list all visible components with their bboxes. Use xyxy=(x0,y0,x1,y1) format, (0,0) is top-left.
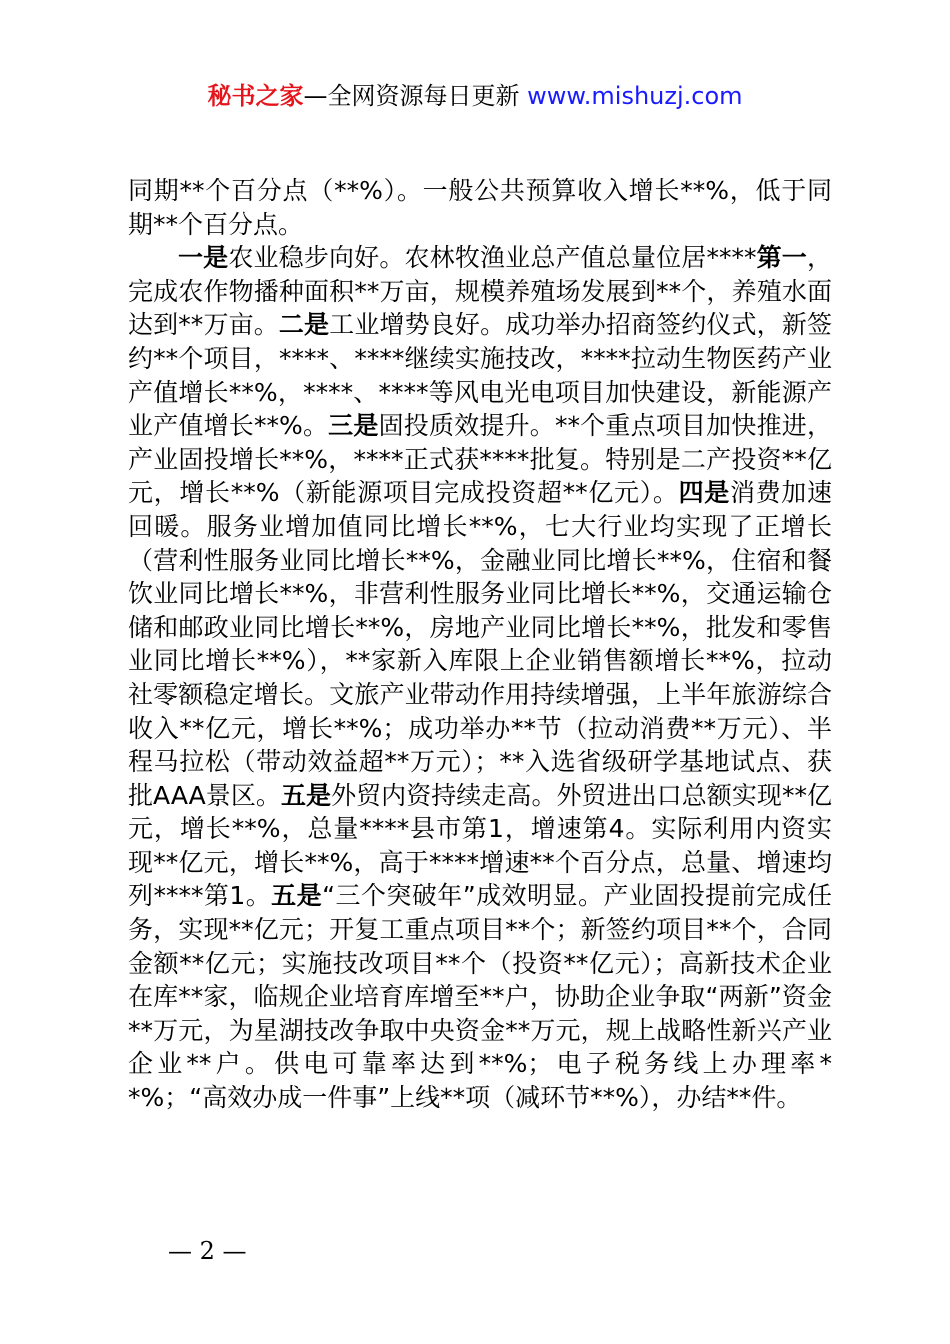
point-6-text: “三个突破年”成效明显。产业固投提前完成任务，实现**亿元；开复工重点项目**个；新签约项目**个，合同金额**亿元；实施技改项目**个（投资**亿元）；高新技术企业在库**家，临规企业培育库增至**户，协助企业争取“两新”资金**万元，为星湖技改争取中央资金**万元，规上战略性新兴产业企业**户。供电可靠率达到**%；电子税务线上办理率**%；“高效办成一件事”上线**项（减环节**%），办结**件。 xyxy=(128,881,832,1113)
document-body xyxy=(128,174,832,1115)
point-1-text: 农业稳步向好。农林牧渔业总产值总量位居**** xyxy=(228,243,757,273)
site-tagline: —全网资源每日更新 xyxy=(303,82,528,110)
point-4-text: 消费加速回暖。服务业增加值同比增长**%，七大行业均实现了正增长（营利性服务业同比增长**%，金融业同比增长**%，住宿和餐饮业同比增长**%，非营利性服务业同比增长**%，交通运输仓储和邮政业同比增长**%，房地产业同比增长**%，批发和零售业同比增长**%），**家新入库限上企业销售额增长**%，拉动社零额稳定增长。文旅产业带动作用持续增强，上半年旅游综合收入**亿元，增长**%；成功举办**节（拉动消费**万元）、半程马拉松（带动效益超**万元）；**入选省级研学基地试点、获批AAA景区。 xyxy=(128,478,832,810)
paragraph-intro: 同期**个百分点（**%）。一般公共预算收入增长**%，低于同期**个百分点。 xyxy=(128,176,832,239)
point-3-text: 固投质效提升。**个重点项目加快推进，产业固投增长**%，****正式获****批复。特别是二产投资**亿元，增长**%（新能源项目完成投资超**亿元）。 xyxy=(128,411,832,508)
site-header xyxy=(0,80,950,112)
point-1-tail: ，完成农作物播种面积**万亩，规模养殖场发展到**个，养殖水面达到**万亩。 xyxy=(128,243,832,340)
paragraph-main xyxy=(128,241,832,1114)
point-6-label: 五是 xyxy=(271,881,323,911)
point-3-label: 三是 xyxy=(328,411,379,441)
site-url-link[interactable]: www.mishuzj.com xyxy=(527,82,743,110)
point-5-text: 外贸内资持续走高。外贸进出口总额实现**亿元，增长**%，总量****县市第1，增速第4。实际利用内资实现**亿元，增长**%，高于****增速**个百分点，总量、增速均列****第1。 xyxy=(128,780,832,911)
point-4-label: 四是 xyxy=(678,478,730,508)
point-1-rank: 第一 xyxy=(756,243,807,273)
point-5-label: 五是 xyxy=(280,780,332,810)
point-2-label: 二是 xyxy=(278,310,330,340)
point-2-text: 工业增势良好。成功举办招商签约仪式，新签约**个项目，****、****继续实施技改，****拉动生物医药产业产值增长**%，****、****等风电光电项目加快建设，新能源产业产值增长**%。 xyxy=(128,310,832,441)
page-number: — 2 — xyxy=(168,1237,247,1265)
site-brand: 秘书之家 xyxy=(207,82,304,110)
point-1-label: 一是 xyxy=(178,243,229,273)
